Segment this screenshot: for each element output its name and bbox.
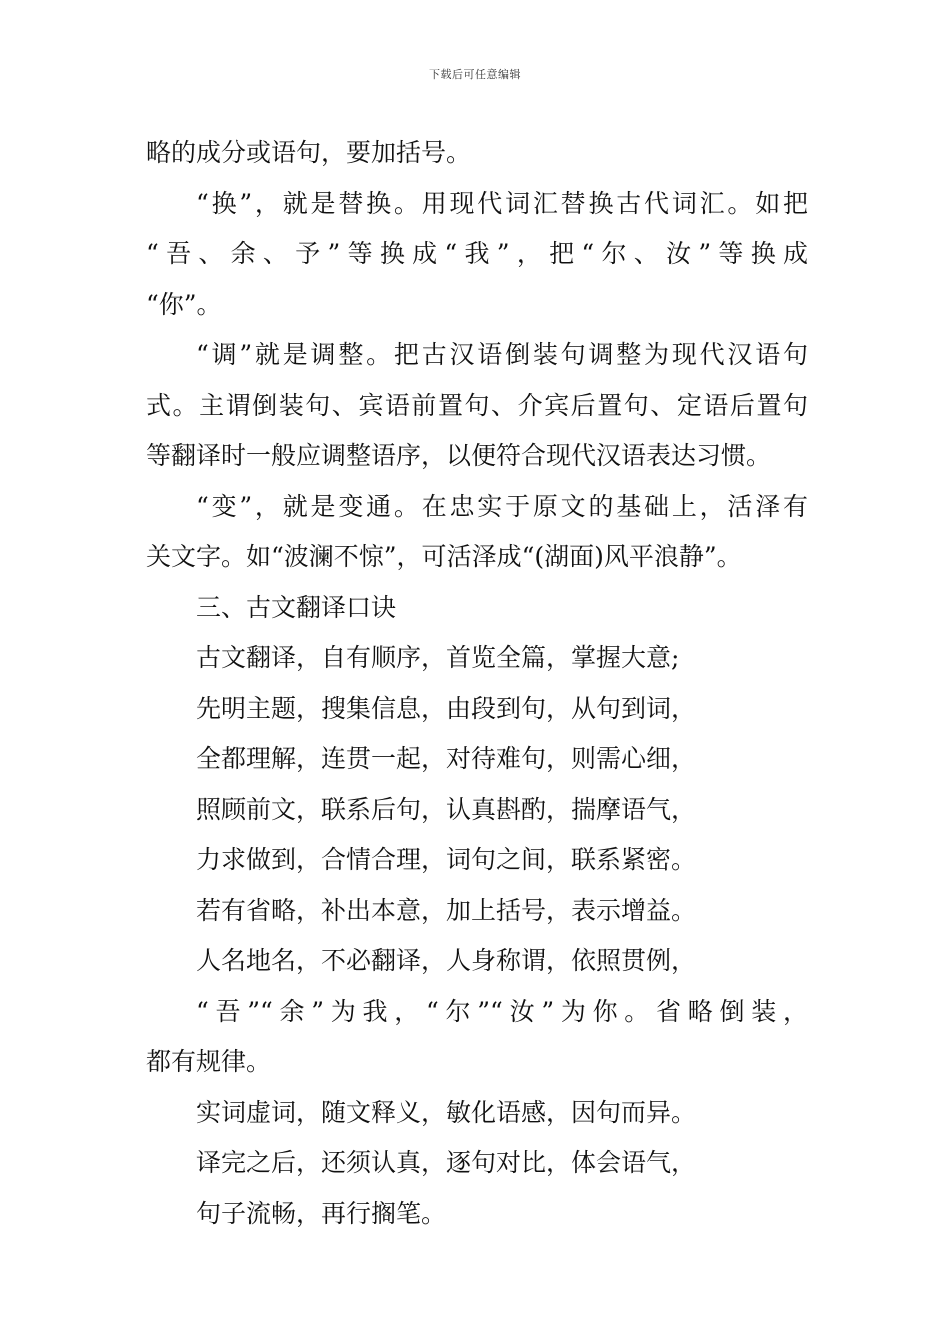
text-line: 略的成分或语句，要加括号。 xyxy=(146,138,472,167)
verse-line-9: 实词虚词，随文释义，敏化语感，因句而异。 xyxy=(196,1097,697,1127)
verse-line-2: 先明主题，搜集信息，由段到句，从句到词， xyxy=(196,693,697,723)
paragraph-tiao-line-2: 式。主谓倒装句、宾语前置句、介宾后置句、定语后置句 xyxy=(146,390,808,420)
paragraph-bian-line-1: “变”，就是变通。在忠实于原文的基础上，活泽有 xyxy=(196,491,808,521)
page-header: 下载后可任意编辑 xyxy=(429,68,521,81)
paragraph-tiao-line-1: “调”就是调整。把古汉语倒装句调整为现代汉语句 xyxy=(196,340,808,369)
verse-line-7: 人名地名，不必翻译，人身称谓，依照贯例， xyxy=(196,946,697,975)
verse-line-6: 若有省略，补出本意，加上括号，表示增益。 xyxy=(196,895,697,925)
document-body xyxy=(146,128,808,1239)
verse-line-3: 全都理解，连贯一起，对待难句，则需心细， xyxy=(196,744,697,773)
paragraph-tiao-line-3: 等翻译时一般应调整语序，以便符合现代汉语表达习惯。 xyxy=(146,441,772,470)
verse-line-8: “吾”“余”为我，“尔”“汝”为你。省略倒装， xyxy=(196,996,808,1026)
section-heading: 三、古文翻译口诀 xyxy=(196,592,397,622)
verse-line-5: 力求做到，合情合理，词句之间，联系紧密。 xyxy=(196,845,697,874)
verse-line-4: 照顾前文，联系后句，认真斟酌，揣摩语气， xyxy=(196,794,697,824)
verse-line-10: 译完之后，还须认真，逐句对比，体会语气， xyxy=(196,1148,697,1177)
paragraph-huan-line-2: “吾、余、予”等换成“我”，把“尔、汝”等换成 xyxy=(146,239,808,268)
paragraph-huan-line-3: “你”。 xyxy=(146,289,222,319)
verse-line-8-continuation: 都有规律。 xyxy=(146,1047,272,1076)
paragraph-bian-line-2: 关文字。如“波澜不惊”，可活泽成“(湖面)风平浪静”。 xyxy=(146,542,742,571)
paragraph-huan-line-1: “换”，就是替换。用现代词汇替换古代词汇。如把 xyxy=(196,188,808,218)
verse-line-1: 古文翻译，自有顺序，首览全篇，掌握大意; xyxy=(196,643,680,672)
verse-line-11: 句子流畅，再行搁笔。 xyxy=(196,1198,447,1228)
paragraph-continuation xyxy=(146,128,808,179)
